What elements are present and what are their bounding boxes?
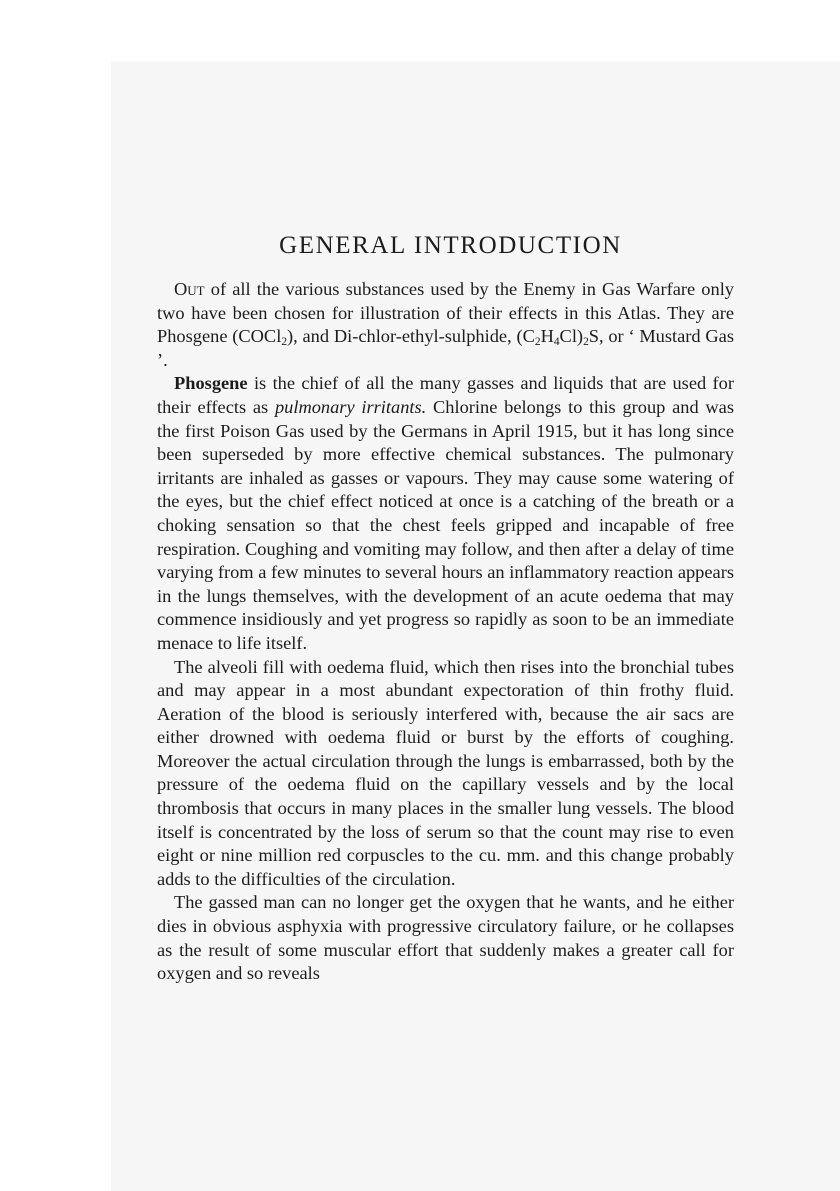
subscript: 2 <box>281 336 288 349</box>
bold-term: Phosgene <box>174 373 248 394</box>
subscript: 4 <box>553 336 560 349</box>
paragraph-4: The gassed man can no longer get the oxygen that he wants, and he either dies in obvious asphyxia with progressive circulatory failure, or he collapses as the result of some muscular effort that suddenly makes a greater call for oxygen and so reveals <box>157 892 734 984</box>
document-body <box>157 228 734 986</box>
text-run: of all the various substances used by the Enemy in Gas Warfare only two have been chosen for illustration of their effects in this Atlas. They are Phosgene (COCl <box>157 279 734 347</box>
text-run: Cl) <box>559 326 584 347</box>
page-title: GENERAL INTRODUCTION <box>279 232 622 259</box>
paragraph-3: The alveoli fill with oedema fluid, which then rises into the bronchial tubes and may appear in a most abundant expectoration of thin frothy fluid. Aeration of the blood is seriously interfered with, because the air sacs are either drowned with oedema fluid or burst by the efforts of coughing. Moreover the actual circulation through the lungs is embarrassed, both by the pressure of the oedema fluid on the capillary vessels and by the local thrombosis that occurs in many places in the smaller lung vessels. The blood itself is concentrated by the loss of serum so that the count may rise to even eight or nine million red corpuscles to the cu. mm. and this change probably adds to the difficulties of the circulation. <box>157 656 734 889</box>
text-run: H <box>540 326 554 347</box>
text-run: S, or ‘ Mustard Gas ’. <box>157 326 734 370</box>
subscript: 2 <box>534 336 541 349</box>
paragraph-2 <box>157 372 734 655</box>
text-run: Chlorine belongs to this group and was the first Poison Gas used by the Germans in April 1915, but it has long since been superseded by more effective chemical substances. The pulmonary irritants are inhaled as gasses or vapours. They may cause some watering of the eyes, but the chief effect noticed at once is a catching of the breath or a choking sensation so that the chest feels gripped and incapable of free respiration. Coughing and vomiting may follow, and then after a delay of time varying from a few minutes to several hours an inflammatory reaction appears in the lungs themselves, with the development of an acute oedema that may commence insidiously and yet progress so rapidly as soon to be an immediate menace to life itself. <box>157 396 735 653</box>
italic-term: pulmonary irritants. <box>274 396 427 417</box>
text-run: is the chief of all the many gasses and liquids that are used for their effects as <box>157 373 734 417</box>
drop-word: Out <box>174 279 205 299</box>
text-run: ), and Di-chlor-ethyl-sulphide, (C <box>287 326 535 347</box>
paragraph-1 <box>157 278 734 372</box>
subscript: 2 <box>583 336 589 349</box>
